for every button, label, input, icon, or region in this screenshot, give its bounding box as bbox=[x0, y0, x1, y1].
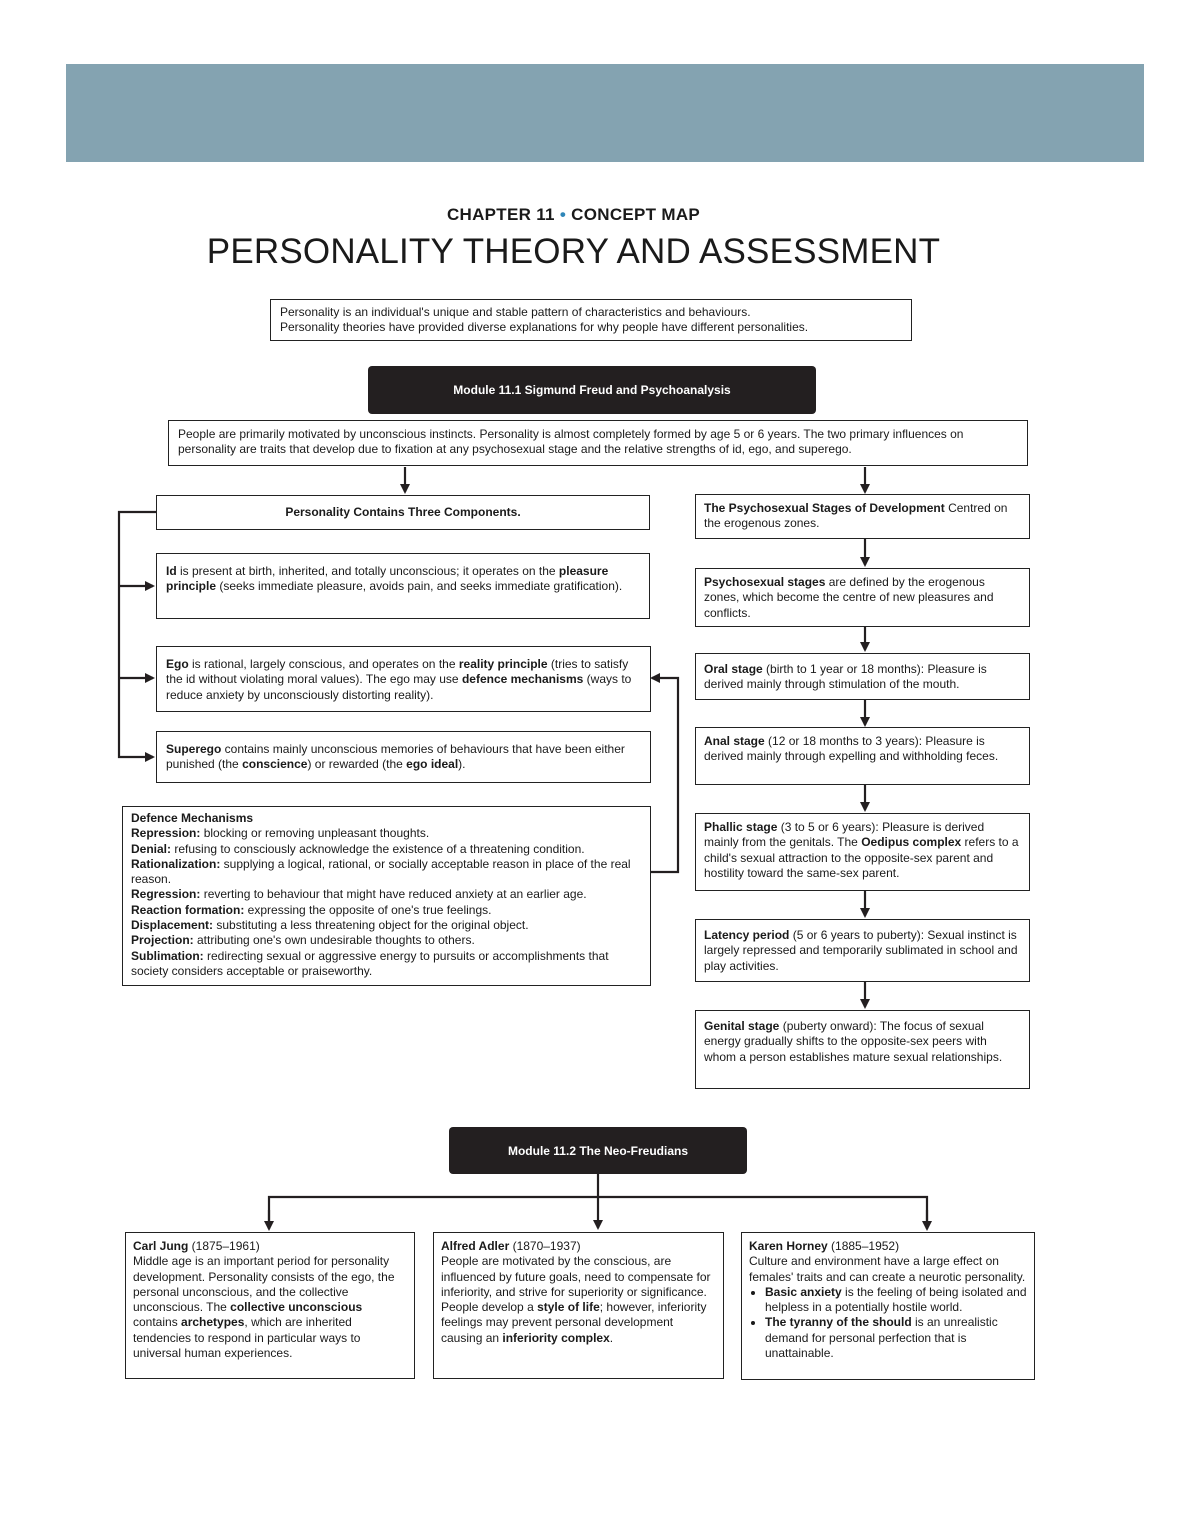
separator-bullet: • bbox=[559, 205, 567, 224]
defence-item: Rationalization: supplying a logical, rational, or socially acceptable reason in place of the real reason. bbox=[131, 856, 631, 887]
adler-box: Alfred Adler (1870–1937) People are motivated by the conscious, are influenced by future goals, need to compensate for inferiority, and strive for superiority or significance. People develop a style of life; however, inferiority feelings may prevent personal development causing an inferiority complex. bbox=[433, 1232, 724, 1379]
psychosexual-stages-header: The Psychosexual Stages of Development Centred on the erogenous zones. bbox=[695, 494, 1030, 539]
defence-item: Reaction formation: expressing the opposite of one's true feelings. bbox=[131, 902, 492, 917]
defence-item: Regression: reverting to behaviour that might have reduced anxiety at an earlier age. bbox=[131, 887, 587, 902]
oral-stage-box: Oral stage (birth to 1 year or 18 months): Pleasure is derived mainly through stimulation of the mouth. bbox=[695, 653, 1030, 700]
page-title: PERSONALITY THEORY AND ASSESSMENT bbox=[206, 232, 941, 271]
bullet-basic-anxiety: • Basic anxiety is the feeling of being isolated and helpless in a potentially hostile world. bbox=[765, 1285, 1027, 1316]
module-11-1-label: Module 11.1 Sigmund Freud and Psychoanalysis bbox=[368, 366, 816, 414]
chapter-label: CHAPTER 11 • CONCEPT MAP bbox=[446, 205, 701, 224]
bracket-to-superego bbox=[119, 512, 156, 757]
genital-stage-box: Genital stage (puberty onward): The focus of sexual energy gradually shifts to the opposite-sex peers with whom a person establishes mature sexual relationships. bbox=[695, 1010, 1030, 1089]
ego-box: Ego is rational, largely conscious, and operates on the reality principle (tries to satisfy the id without violating moral values). The ego may use defence mechanisms (ways to reduce anxiety by unconsciously distorting reality). bbox=[156, 646, 651, 712]
module-11-2-label: Module 11.2 The Neo-Freudians bbox=[449, 1127, 747, 1174]
superego-box: Superego contains mainly unconscious memories of behaviours that have been either punished (the conscience) or rewarded (the ego ideal). bbox=[156, 731, 651, 783]
freud-summary-box: People are primarily motivated by unconscious instincts. Personality is almost completely formed by age 5 or 6 years. The two primary influences on personality are traits that develop due to fixation at any psychosexual stage and the relative strengths of id, ego, and superego. bbox=[168, 420, 1028, 466]
bullet-tyranny-should: • The tyranny of the should is an unrealistic demand for personal perfection that is unattainable. bbox=[765, 1315, 1027, 1361]
intro-box: Personality is an individual's unique and stable pattern of characteristics and behaviours. Personality theories have provided diverse explanations for why people have different personalities. bbox=[270, 299, 912, 341]
id-box: Id is present at birth, inherited, and totally unconscious; it operates on the pleasure principle (seeks immediate pleasure, avoids pain, and seeks immediate gratification). bbox=[156, 553, 650, 619]
defence-item: Repression: blocking or removing unpleasant thoughts. bbox=[131, 826, 430, 841]
defence-item: Projection: attributing one's own undesirable thoughts to others. bbox=[131, 933, 475, 948]
defence-item: Sublimation: redirecting sexual or aggressive energy to pursuits or accomplishments that society considers acceptable or praiseworthy. bbox=[131, 948, 609, 978]
defence-item: Displacement: substituting a less threatening object for the original object. bbox=[131, 918, 529, 933]
arrow-defence-to-ego bbox=[651, 678, 678, 872]
defence-item: Denial: refusing to consciously acknowledge the existence of a threatening condition. bbox=[131, 841, 585, 856]
latency-period-box: Latency period (5 or 6 years to puberty): Sexual instinct is largely repressed and temporarily sublimated in school and play activities. bbox=[695, 919, 1030, 982]
psychosexual-def-box: Psychosexual stages are defined by the erogenous zones, which become the centre of new pleasures and conflicts. bbox=[695, 568, 1030, 627]
defence-mechanisms-box: Defence Mechanisms Repression: blocking or removing unpleasant thoughts. Denial: refusing to consciously acknowledge the existence of a threatening condition. Rationalization: supplying a logical, rational, or socially acceptable reason in place of the real reason. Regression: reverting to behaviour that might have reduced anxiety at an earlier age. Reaction formation: expressing the opposite of one's true feelings. Displacement: substituting a less threatening object for the original object. Projection: attributing one's own undesirable thoughts to others. Sublimation: redirecting sexual or aggressive energy to pursuits or accomplishments that society considers acceptable or praiseworthy. bbox=[122, 806, 651, 986]
anal-stage-box: Anal stage (12 or 18 months to 3 years): Pleasure is derived mainly through expelling and withholding feces. bbox=[695, 727, 1030, 785]
jung-box: Carl Jung (1875–1961) Middle age is an important period for personality development. Personality consists of the ego, the personal unconscious, and the collective unconscious. The collective unconscious contains archetypes, which are inherited tendencies to respond in particular ways to universal human experiences. bbox=[125, 1232, 415, 1379]
components-header: Personality Contains Three Components. bbox=[156, 495, 650, 530]
horney-box: Karen Horney (1885–1952) Culture and environment have a large effect on females' traits and can create a neurotic personality. • Basic anxiety is the feeling of being isolated and helpless in a potentially hostile world. • The tyranny of the should is an unrealistic demand for personal perfection that is unattainable. bbox=[741, 1232, 1035, 1380]
phallic-stage-box: Phallic stage (3 to 5 or 6 years): Pleasure is derived mainly from the genitals. The Oedipus complex refers to a child's sexual attraction to the opposite-sex parent and hostility toward the same-sex parent. bbox=[695, 813, 1030, 891]
horney-bullets bbox=[749, 1285, 1027, 1361]
